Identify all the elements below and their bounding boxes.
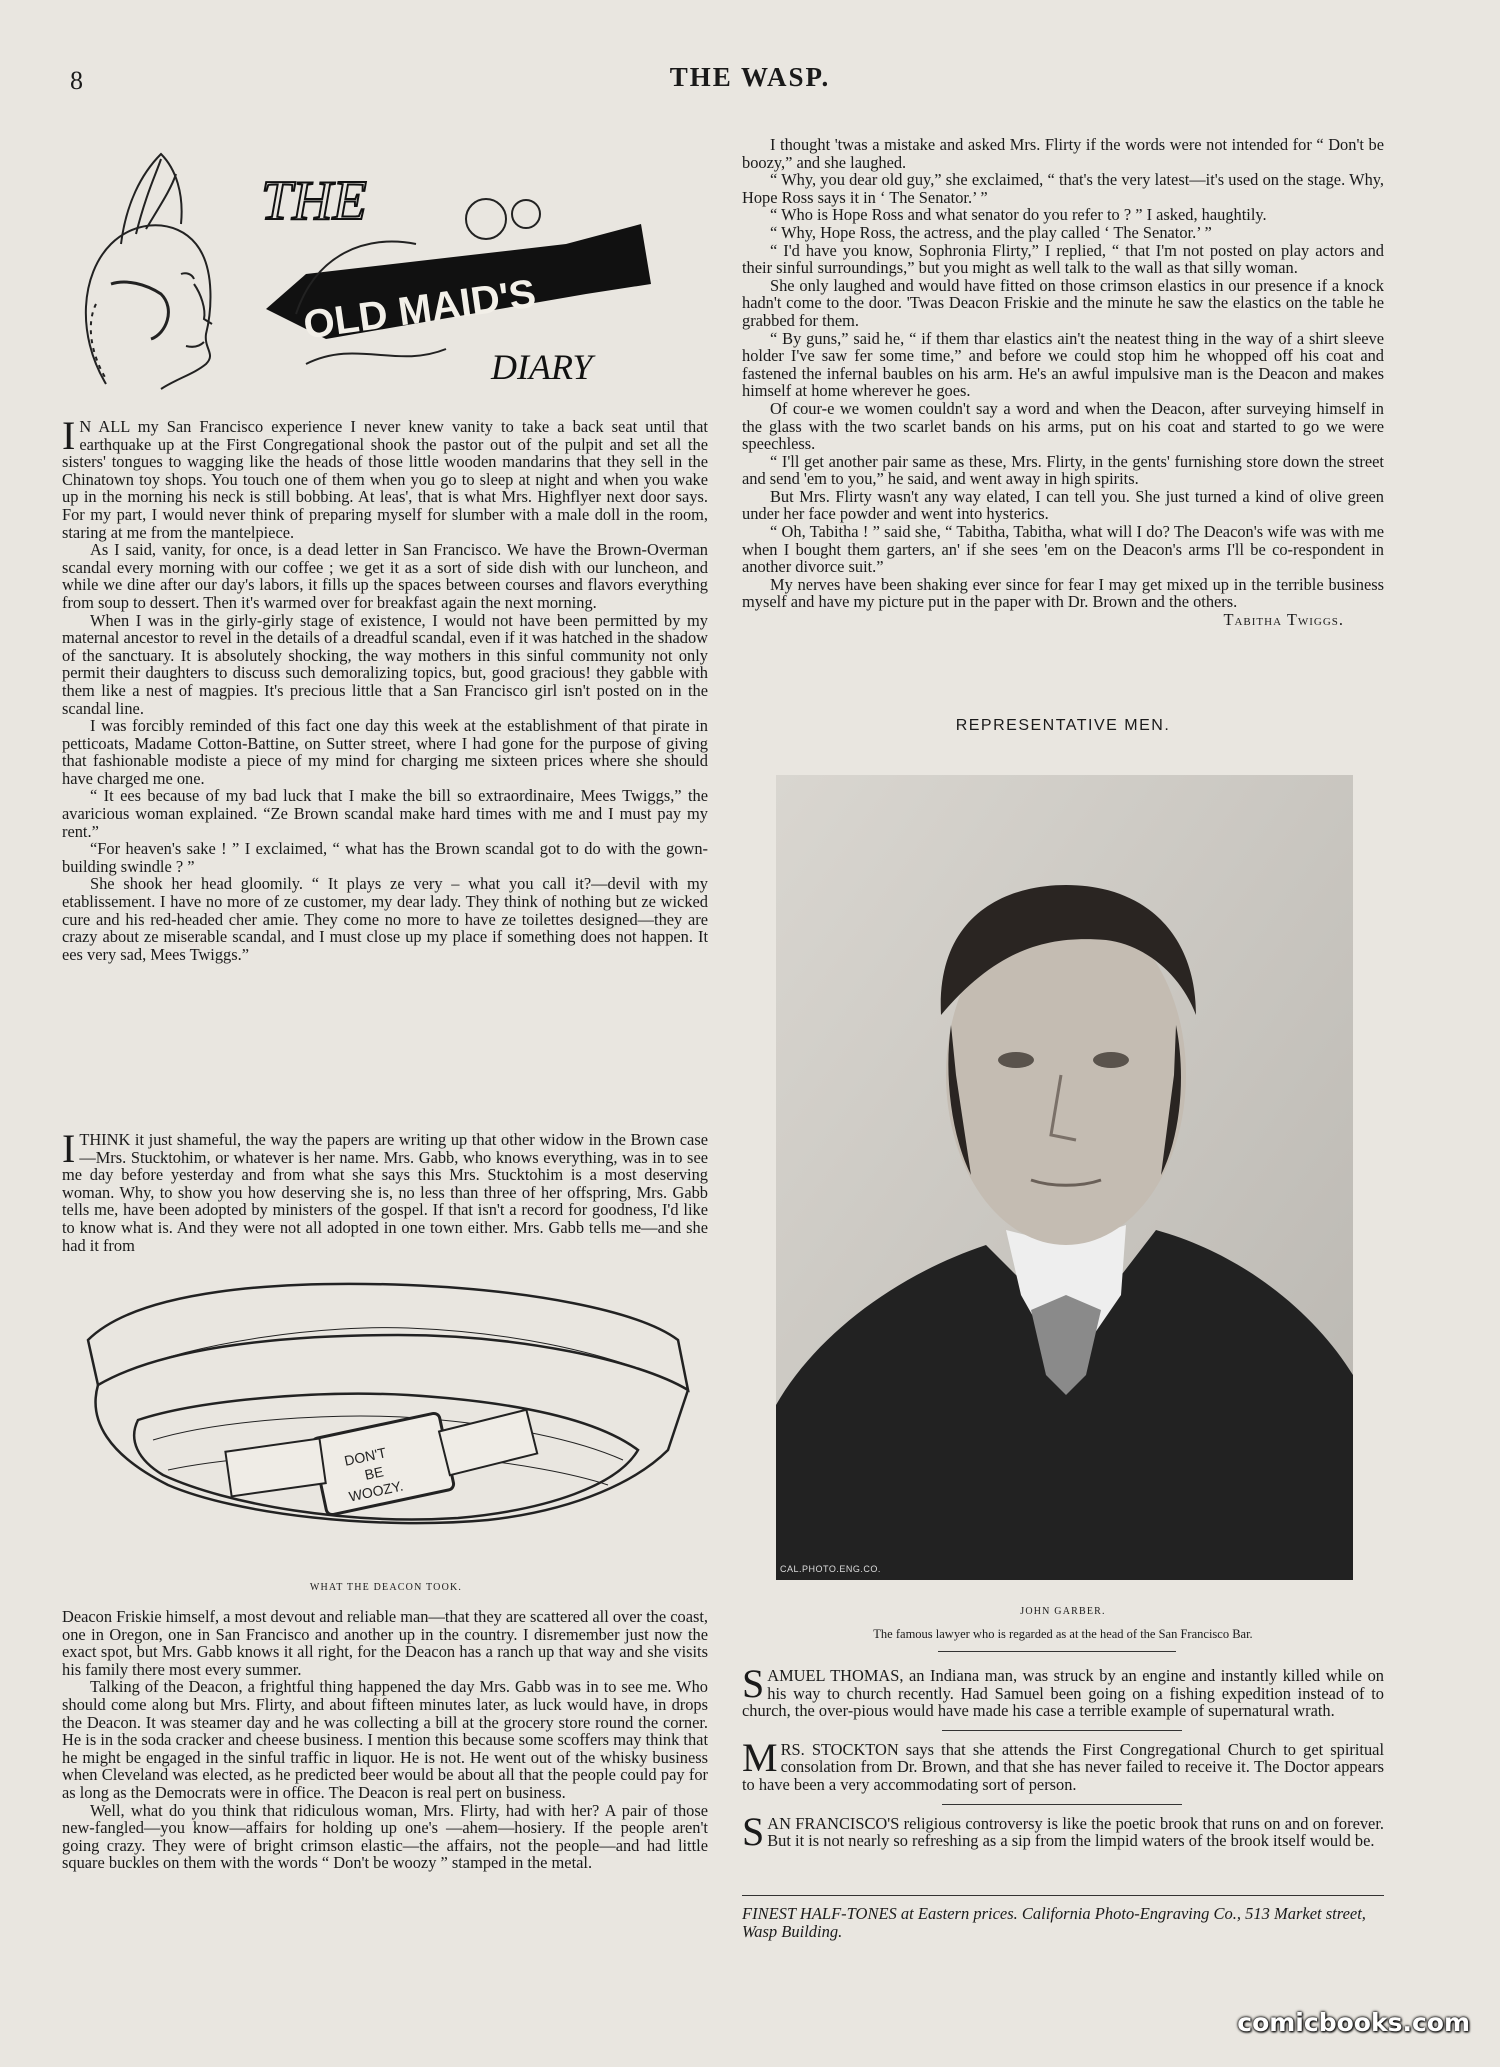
paragraph: “ I'd have you know, Sophronia Flirty,” I replied, “ that I'm not posted on play actors and their sinful surroundings,” but you might as well talk to the wall as that silly woman. [742,240,1384,278]
photo-credit: CAL.PHOTO.ENG.CO. [780,1564,881,1574]
divider [942,1730,1182,1731]
brief-religious-controversy: SAN FRANCISCO'S religious controversy is like the poetic brook that runs on and on forever. But it is not nearly so refreshing as a sip from the limpid waters of the brook itself would be. [742,1808,1384,1854]
paragraph: “For heaven's sake ! ” I exclaimed, “ what has the Brown scandal got to do with the gown-building swindle ? ” [62,839,708,876]
divider [938,1651,1176,1652]
paragraph: “ It ees because of my bad luck that I make the bill so extraordinaire, Mees Twiggs,” the avaricious woman explained. “Ze Brown scandal make hard times with me and I must pay my rent.” [62,786,708,841]
paragraph: IN ALL my San Francisco experience I never knew vanity to take a back seat until that earthquake up at the First Congregational shook the pastor out of the pulpit and set all the sisters' tongues to wagging like the heads of those little wooden mandarins that they sell in the Chinatown toy shops. You touch one of them when you go to sleep at night and when you wake up in the morning his neck is still bobbing. At leas', that is what Mrs. Highflyer next door says. For my part, I would never think of preparing myself for slumber with a male doll in the room, staring at me from the mantelpiece. [62,413,708,542]
paragraph: She only laughed and would have fitted on those crimson elastics in our presence if a knock hadn't come to the door. 'Twas Deacon Friskie and the minute he saw the elastics on the table he grabbed for them. [742,275,1384,330]
svg-text:WOOZY.: WOOZY. [347,1477,405,1505]
diary-column-right-top [742,136,1384,629]
paragraph: “ Oh, Tabitha ! ” said she, “ Tabitha, Tabitha, what will I do? The Deacon's wife was with me when I bought them garters, an' if she sees 'em on the Deacon's arms I'll be co-respondent in another divorce suit.” [742,522,1384,577]
buckle-icon [225,1410,537,1516]
diary-column-left-bottom [62,1608,708,1872]
svg-text:THE: THE [261,170,367,232]
section-title: REPRESENTATIVE MEN. [955,717,1171,734]
belt-caption: WHAT THE DEACON TOOK. [309,1582,463,1593]
paragraph: “ Why, Hope Ross, the actress, and the play called ‘ The Senator.’ ” [770,222,1212,242]
paragraph: Talking of the Deacon, a frightful thing happened the day Mrs. Gabb was in to see me. Who should come along but Mrs. Flirty, and about fifteen minutes later, as luck would have, in drops the Deacon. It was steamer day and he was collecting a bill at the grocery store round the corner. He is in the soda cracker and cheese business. I mention this because some scoffers may think that he might be engaged in the sinful traffic in liquor. He is not. He went out of the whisky business when Cleveland was elected, as he predicted beer would be about all that the people could pay for as long as the Democrats were in office. The Deacon is real pert on business. [62,1677,708,1802]
portrait-icon [776,775,1353,1580]
masthead: THE WASP. [669,62,831,92]
title-banner [261,170,651,387]
portrait-name: JOHN GARBER. [1020,1606,1106,1617]
divider [942,1804,1182,1805]
svg-text:OLD MAID'S: OLD MAID'S [300,271,539,348]
paragraph: “ I'll get another pair same as these, Mrs. Flirty, in the gents' furnishing store down the street and send 'em to you,” he said, and went away in high spirits. [742,451,1384,489]
briefs-column [742,1661,1384,1860]
divider [742,1895,1384,1896]
paragraph: ITHINK it just shameful, the way the papers are writing up that other widow in the Brown case—Mrs. Stucktohim, or whatever is her name. Mrs. Gabb, who knows everything, was in to see me day before yesterday and from what she says this Mrs. Stucktohim is a most deserving woman. Why, to show you how deserving she is, no less than three of her offspring, Mrs. Gabb tells me, have been adopted by ministers of the gospel. If that isn't a record for goodness, I'd like to know what is. And they were not all adopted in one town either. Mrs. Gabb tells me—and she had it from [62,1126,708,1255]
paragraph: “ By guns,” said he, “ if them thar elastics ain't the neatest thing in the way of a shirt sleeve holder I've saw fer some time,” and before we could stop him he whopped off his coat and fastened the infernal baubles on his arm. He's an awful impulsive man is the Deacon and makes himself at home wherever he goes. [742,328,1384,401]
paragraph: My nerves have been shaking ever since for fear I may get mixed up in the terrible business myself and have my picture put in the paper with Dr. Brown and the others. [742,574,1384,612]
page-number: 8 [70,66,83,95]
paragraph: As I said, vanity, for once, is a dead letter in San Francisco. We have the Brown-Overman scandal every morning with our coffee ; we get it as a sort of side dish with our luncheon, and while we dine after our day's labors, it fills up the spaces between courses and flavors everything from soup to dessert. Then it's warmed over for breakfast again the next morning. [62,540,708,612]
old-maids-diary-header-art [66,134,686,404]
svg-text:DON'T: DON'T [342,1444,388,1469]
paragraph: I thought 'twas a mistake and asked Mrs. Flirty if the words were not intended for “ Don't be boozy,” and she laughed. [742,135,1384,172]
svg-text:BE: BE [363,1463,385,1483]
paragraph: But Mrs. Flirty wasn't any way elated, I can tell you. She just turned a kind of olive green under her face powder and went into hysterics. [742,486,1384,524]
paragraph: Deacon Friskie himself, a most devout and reliable man—that they are scattered all over the coast, one in Oregon, one in San Francisco and another up in the country. I disremember just now the exact spot, but Mrs. Gabb knows it all right, for the Deacon has a ranch up that way and she visits his family there most every summer. [62,1607,708,1679]
paragraph: Of cour-e we women couldn't say a word and when the Deacon, after surveying himself in the glass with the two scarlet bands on his arms, put on his coat and started to go we were speechless. [742,398,1384,454]
garter-belt-illustration [78,1280,710,1570]
paragraph: “ Why, you dear old guy,” she exclaimed, “ that's the very latest—it's used on the stage. Why, Hope Ross says it in ‘ The Senator.’ ” [742,170,1384,207]
paragraph: I was forcibly reminded of this fact one day this week at the establishment of that pirate in petticoats, Madame Cotton-Battine, on Sutter street, where I had gone for the purpose of giving that fashionable modiste a piece of my mind for charging me sixteen prices where she should have charged me one. [62,716,708,788]
paragraph: “ Who is Hope Ross and what senator do you refer to ? ” I asked, haughtily. [770,205,1267,225]
john-garber-portrait [776,775,1353,1580]
diary-column-left-top [62,413,708,964]
portrait-caption: The famous lawyer who is regarded as at the head of the San Francisco Bar. [873,1627,1253,1641]
paragraph: Well, what do you think that ridiculous woman, Mrs. Flirty, had with her? A pair of those new-fangled—you know—affairs for holding up one's —ahem—hosiery. If the people aren't going crazy. They were of bright crimson elastic—the affairs, not the people—and had little square buckles on them with the words “ Don't be woozy ” stamped in the metal. [62,1800,708,1873]
advertisement: FINEST HALF-TONES at Eastern prices. California Photo-Engraving Co., 513 Market street, Wasp Building. [742,1904,1366,1941]
paragraph: She shook her head gloomily. “ It plays ze very – what you call it?—devil with my etablissement. I have no more of ze customer, my dear lady. They think of nothing but ze wicked cure and his red-headed cher amie. They come no more to have ze toilettes designed—they are crazy about ze miserable scandal, and I must close up my place if something does not happen. It ees very sad, Mees Twiggs.” [62,874,708,964]
brief-mrs-stockton: MRS. STOCKTON says that she attends the First Congregational Church to get spiritual consolation from Dr. Brown, and that she has never failed to receive it. The Doctor appears to have been a very accommodating sort of person. [742,1734,1384,1794]
diary-column-left-middle [62,1126,708,1255]
watermark: comicbooks.com [1237,2008,1470,2037]
signature: Tabitha Twiggs. [1223,610,1344,630]
svg-text:DIARY: DIARY [491,347,593,387]
paragraph: When I was in the girly-girly stage of existence, I would not have been permitted by my maternal ancestor to revel in the details of a dreadful scandal, even if it was hatched in the shadow of the sanctuary. It is absolutely shocking, the way mothers in this sinful community not only permit their daughters to discuss such demoralizing topics, but, good gracious! they gabble with them like a nest of magpies. It's precious little that a San Francisco girl isn't posted on in the scandal line. [62,610,708,718]
brief-samuel-thomas: SAMUEL THOMAS, an Indiana man, was struck by an engine and instantly killed while on his way to church recently. Had Samuel been going on a fishing expedition instead of to church, the over-pious would have made his case a terrible example of supernatural wrath. [742,1661,1384,1721]
old-maid-portrait-icon [86,154,212,389]
